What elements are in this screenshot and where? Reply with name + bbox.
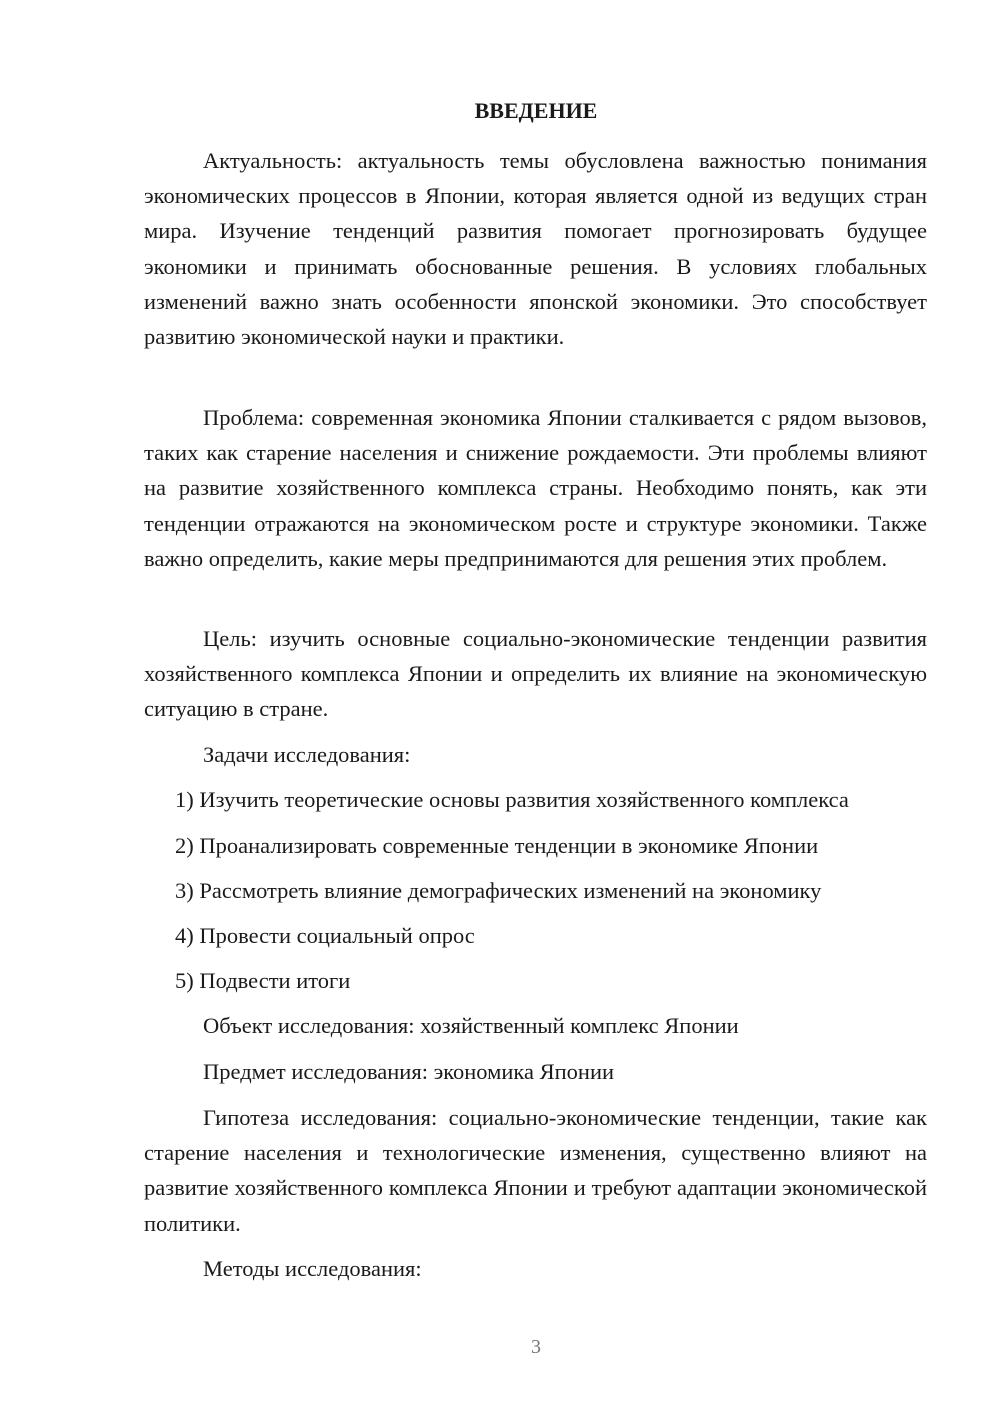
task-item: 2) Проанализировать современные тенденции в экономике Японии (175, 833, 819, 858)
paragraph-hypothesis: Гипотеза исследования: социально-экономические тенденции, такие как старение населения и технологические изменения, существенно влияют на развитие хозяйственного комплекса Японии и требуют адаптации экономической политики. (144, 1105, 927, 1236)
task-item: 3) Рассмотреть влияние демографических изменений на экономику (175, 878, 822, 903)
research-subject: Предмет исследования: экономика Японии (203, 1059, 615, 1084)
task-item: 5) Подвести итоги (175, 968, 351, 993)
section-heading: ВВЕДЕНИЕ (474, 98, 598, 123)
paragraph-problem: Проблема: современная экономика Японии сталкивается с рядом вызовов, таких как старение населения и снижение рождаемости. Эти проблемы влияют на развитие хозяйственного комплекса страны. Необходимо понять, как эти тенденции отражаются на экономическом росте и структуре экономики. Также важно определить, какие меры предпринимаются для решения этих проблем. (144, 405, 927, 571)
page-number: 3 (531, 1336, 541, 1358)
methods-title: Методы исследования: (203, 1256, 422, 1281)
paragraph-goal: Цель: изучить основные социально-экономические тенденции развития хозяйственного комплекса Японии и определить их влияние на экономическую ситуацию в стране. (144, 626, 927, 722)
task-item: 4) Провести социальный опрос (175, 923, 475, 948)
paragraph-relevance: Актуальность: актуальность темы обусловлена важностью понимания экономических процессов в Японии, которая является одной из ведущих стран мира. Изучение тенденций развития помогает прогнозировать будущее экономики и принимать обоснованные решения. В условиях глобальных изменений важно знать особенности японской экономики. Это способствует развитию экономической науки и практики. (144, 148, 927, 350)
research-object: Объект исследования: хозяйственный комплекс Японии (203, 1013, 739, 1038)
task-item: 1) Изучить теоретические основы развития хозяйственного комплекса (175, 787, 849, 812)
tasks-title: Задачи исследования: (203, 742, 411, 767)
